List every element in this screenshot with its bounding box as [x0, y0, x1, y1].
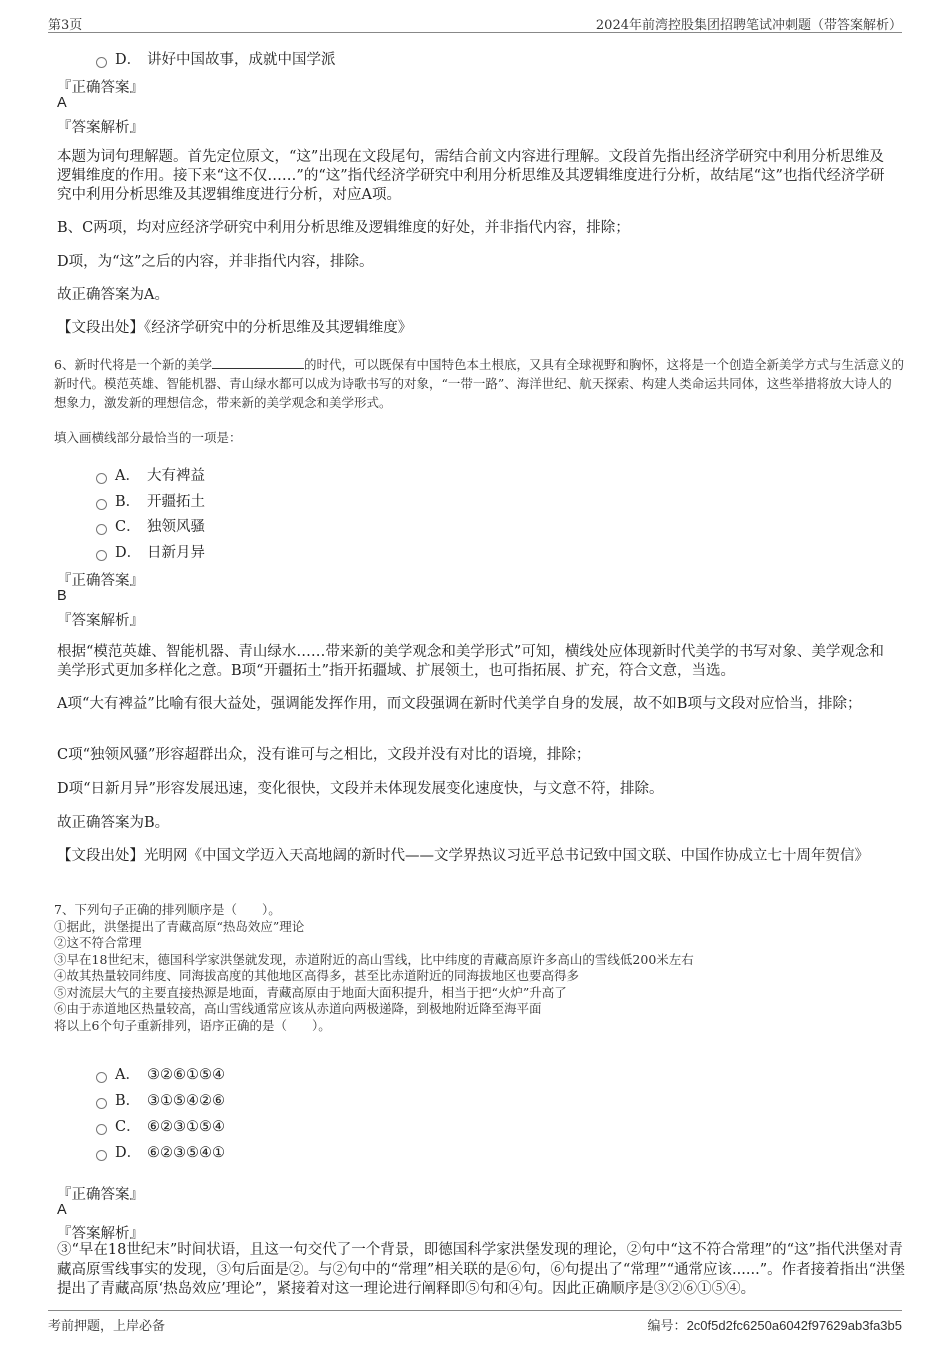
q7-stem: 7、下列句子正确的排列顺序是（ ）。 [54, 902, 281, 917]
q6-option-a[interactable]: A． 大有裨益 [96, 464, 205, 486]
document-title: 2024年前湾控股集团招聘笔试冲刺题（带答案解析） [595, 18, 902, 33]
sentence-item: ⑤对流层大气的主要直接热源是地面，青藏高原由于地面大面积提升，相当于把“火炉”升高了 [54, 984, 567, 1000]
radio-icon[interactable] [96, 57, 107, 68]
option-text: 日新月异 [147, 545, 205, 561]
analysis-paragraph: ③“早在18世纪末”时间状语，且这一句交代了一个背景，即德国科学家洪堡发现的理论，②句中“这不符合常理”的“这”指代洪堡对青藏高原雪线事实的发现，③句后面是②。与②句中的“常理”相关联的是⑥句，⑥句提出了“常理”“通常应该......”。作者接着指出“洪堡提出了青藏高原‘热岛效应’理论”，紧接着对这一理论进行阐释即⑤句和④句。因此正确顺序是③②⑥①⑤④。 [57, 1242, 906, 1297]
radio-icon[interactable] [96, 1150, 107, 1161]
radio-icon[interactable] [96, 524, 107, 535]
page-header [48, 12, 902, 33]
passage-source: 【文段出处】《经济学研究中的分析思维及其逻辑维度》 [57, 320, 413, 336]
q6-prompt: 填入画横线部分最恰当的一项是： [54, 430, 242, 445]
q5-option-d[interactable]: D． 讲好中国故事，成就中国学派 [96, 48, 336, 70]
correct-answer-label: 『正确答案』 [57, 573, 144, 589]
option-text: ⑥②③⑤④① [147, 1145, 225, 1161]
sentence-item: ②这不符合常理 [54, 935, 142, 950]
radio-icon[interactable] [96, 473, 107, 484]
q7-prompt: 将以上6个句子重新排列，语序正确的是（ ）。 [54, 1017, 331, 1033]
analysis-paragraph: C项“独领风骚”形容超群出众，没有谁可与之相比，文段并没有对比的语境，排除； [57, 747, 591, 763]
option-text: ③②⑥①⑤④ [147, 1067, 225, 1083]
option-text: 独领风骚 [147, 519, 205, 535]
passage-source: 【文段出处】光明网《中国文学迈入天高地阔的新时代——文学界热议习近平总书记致中国文联、中国作协成立七十周年贺信》 [57, 848, 869, 864]
correct-answer-label: 『正确答案』 [57, 1187, 144, 1203]
q6-option-d[interactable]: D． 日新月异 [96, 541, 205, 563]
q6-option-c[interactable]: C． 独领风骚 [96, 515, 205, 537]
analysis-conclusion: 故正确答案为B。 [57, 815, 170, 831]
analysis-paragraph: 根据“模范英雄、智能机器、青山绿水……带来新的美学观念和美学形式”可知，横线处应体现新时代美学的书写对象、美学观念和美学形式更加多样化之意。B项“开疆拓土”指开拓疆域、扩展领土，也可指拓展、扩充，符合文意，当选。 [57, 644, 884, 679]
sentence-item: ④故其热量较同纬度、同海拔高度的其他地区高得多，甚至比赤道附近的同海拔地区也要高得多 [54, 968, 580, 983]
option-text: ③①⑤④②⑥ [147, 1093, 225, 1109]
analysis-paragraph: B、C两项，均对应经济学研究中利用分析思维及逻辑维度的好处，并非指代内容，排除； [57, 220, 630, 236]
correct-answer-value: A [57, 95, 67, 111]
radio-icon[interactable] [96, 1072, 107, 1083]
q7-block [54, 902, 914, 1034]
footer-slogan: 考前押题，上岸必备 [48, 1319, 166, 1334]
analysis-paragraph: A项“大有裨益”比喻有很大益处，强调能发挥作用，而文段强调在新时代美学自身的发展，故不如B项与文段对应恰当，排除； [57, 696, 862, 712]
q6-stem: 6、新时代将是一个新的美学 的时代，可以既保有中国特色本土根底，又具有全球视野和胸怀，这将是一个创造全新美学方式与生活意义的新时代。模范英雄、智能机器、青山绿水都可以成为诗歌书写的对象，“一带一路”、海洋世纪、航天探索、构建人类命运共同体，这些举措将放大诗人的想象力，激发新的理想信念，带来新的美学观念和美学形式。 [54, 357, 904, 410]
radio-icon[interactable] [96, 550, 107, 561]
q7-option-c[interactable]: C． ⑥②③①⑤④ [96, 1115, 225, 1137]
sentence-item: ⑥由于赤道地区热量较高，高山雪线通常应该从赤道向两极递降，到极地附近降至海平面 [54, 1001, 542, 1016]
option-text: ⑥②③①⑤④ [147, 1119, 225, 1135]
q7-option-d[interactable]: D． ⑥②③⑤④① [96, 1141, 225, 1163]
radio-icon[interactable] [96, 499, 107, 510]
q7-option-a[interactable]: A． ③②⑥①⑤④ [96, 1063, 225, 1085]
analysis-conclusion: 故正确答案为A。 [57, 287, 169, 303]
page-footer [48, 1310, 902, 1333]
q6-option-b[interactable]: B． 开疆拓土 [96, 490, 205, 512]
option-text: 讲好中国故事，成就中国学派 [147, 52, 336, 68]
radio-icon[interactable] [96, 1098, 107, 1109]
correct-answer-value: B [57, 588, 67, 604]
fill-blank [212, 355, 304, 369]
radio-icon[interactable] [96, 1124, 107, 1135]
option-text: 大有裨益 [147, 468, 205, 484]
analysis-label: 『答案解析』 [57, 1226, 144, 1242]
option-text: 开疆拓土 [147, 494, 205, 510]
page-number: 第3页 [48, 18, 83, 33]
sentence-item: ①据此，洪堡提出了青藏高原“热岛效应”理论 [54, 918, 305, 934]
q7-option-b[interactable]: B． ③①⑤④②⑥ [96, 1089, 225, 1111]
sentence-item: ③早在18世纪末，德国科学家洪堡就发现，赤道附近的高山雪线，比中纬度的青藏高原许多高山的雪线低200米左右 [54, 951, 694, 967]
document-code: 编号：2c0f5d2fc6250a6042f97629ab3fa3b5 [647, 1318, 902, 1334]
correct-answer-value: A [57, 1202, 67, 1218]
correct-answer-label: 『正确答案』 [57, 80, 144, 96]
analysis-paragraph: D项“日新月异”形容发展迅速，变化很快，文段并未体现发展变化速度快，与文意不符，排除。 [57, 781, 664, 797]
analysis-paragraph: 本题为词句理解题。首先定位原文，“这”出现在文段尾句，需结合前文内容进行理解。文段首先指出经济学研究中利用分析思维及逻辑维度的作用。接下来“这不仅……”的“这”指代经济学研究中利用分析思维及其逻辑维度进行分析，故结尾“这”也指代经济学研究中利用分析思维及其逻辑维度进行分析，对应A项。 [57, 149, 885, 203]
analysis-label: 『答案解析』 [57, 120, 144, 136]
analysis-label: 『答案解析』 [57, 613, 144, 629]
analysis-paragraph: D项，为“这”之后的内容，并非指代内容，排除。 [57, 254, 374, 270]
